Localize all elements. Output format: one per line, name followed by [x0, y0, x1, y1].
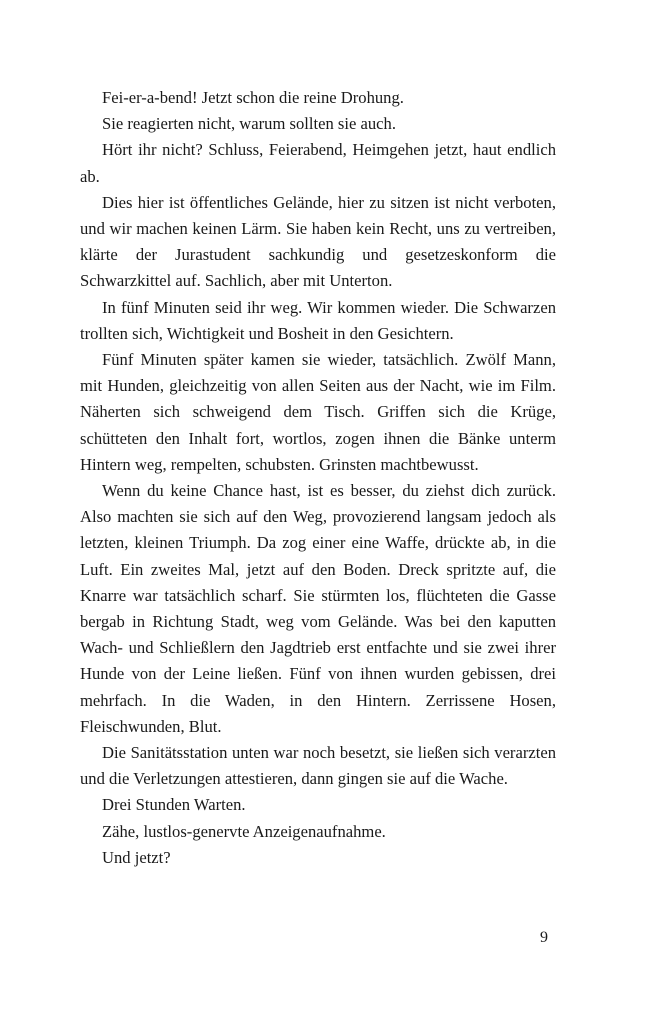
paragraph: In fünf Minuten seid ihr weg. Wir kommen wieder. Die Schwarzen trollten sich, Wichtigkeit und Bosheit in den Gesichtern. — [80, 297, 556, 343]
paragraph: Fünf Minuten später kamen sie wieder, tatsächlich. Zwölf Mann, mit Hunden, gleichzeitig von allen Seiten aus der Nacht, wie im Film. Näherten sich schweigend dem Tisch. Griffen sich die Krüge, schütteten den Inhalt fort, wortlos, zogen ihnen die Bänke unterm Hintern weg, rempelten, schubsten. Grinsten machtbewusst. — [80, 350, 556, 474]
paragraph: Hört ihr nicht? Schluss, Feierabend, Heimgehen jetzt, haut endlich ab. — [80, 140, 556, 186]
paragraph: Dies hier ist öffentliches Gelände, hier zu sitzen ist nicht verboten, und wir machen keinen Lärm. Sie haben kein Recht, uns zu vertreiben, klärte der Jurastudent sachkundig und gesetzeskonform die Schwarzkittel auf. Sachlich, aber mit Unterton. — [80, 192, 556, 291]
paragraph: Wenn du keine Chance hast, ist es besser, du ziehst dich zurück. Also machten sie sich auf den Weg, provozierend langsam jedoch als letzten, kleinen Triumph. Da zog einer eine Waffe, drückte ab, in die Luft. Ein zweites Mal, jetzt auf den Boden. Dreck spritzte auf, die Knarre war tatsächlich scharf. Sie stürmten los, flüchteten die Gasse bergab in Richtung Stadt, weg vom Gelände. Was bei den kaputten Wach- und Schließlern den Jagdtrieb erst entfachte und sie zwei ihrer Hunde von der Leine ließen. Fünf von ihnen wurden gebissen, drei mehrfach. In die Waden, in den Hintern. Zerrissene Hosen, Fleischwunden, Blut. — [80, 481, 556, 736]
paragraph: Drei Stunden Warten. — [102, 795, 246, 815]
paragraph: Die Sanitätsstation unten war noch besetzt, sie ließen sich verarzten und die Verletzungen attestieren, dann gingen sie auf die Wache. — [80, 743, 556, 789]
paragraph: Fei-er-a-bend! Jetzt schon die reine Drohung. — [102, 88, 404, 107]
paragraph: Sie reagierten nicht, warum sollten sie auch. — [102, 114, 396, 134]
paragraph: Zähe, lustlos-genervte Anzeigenaufnahme. — [102, 821, 386, 841]
paragraph: Und jetzt? — [102, 847, 171, 867]
page-number: 9 — [540, 929, 548, 946]
body-text — [80, 85, 556, 871]
